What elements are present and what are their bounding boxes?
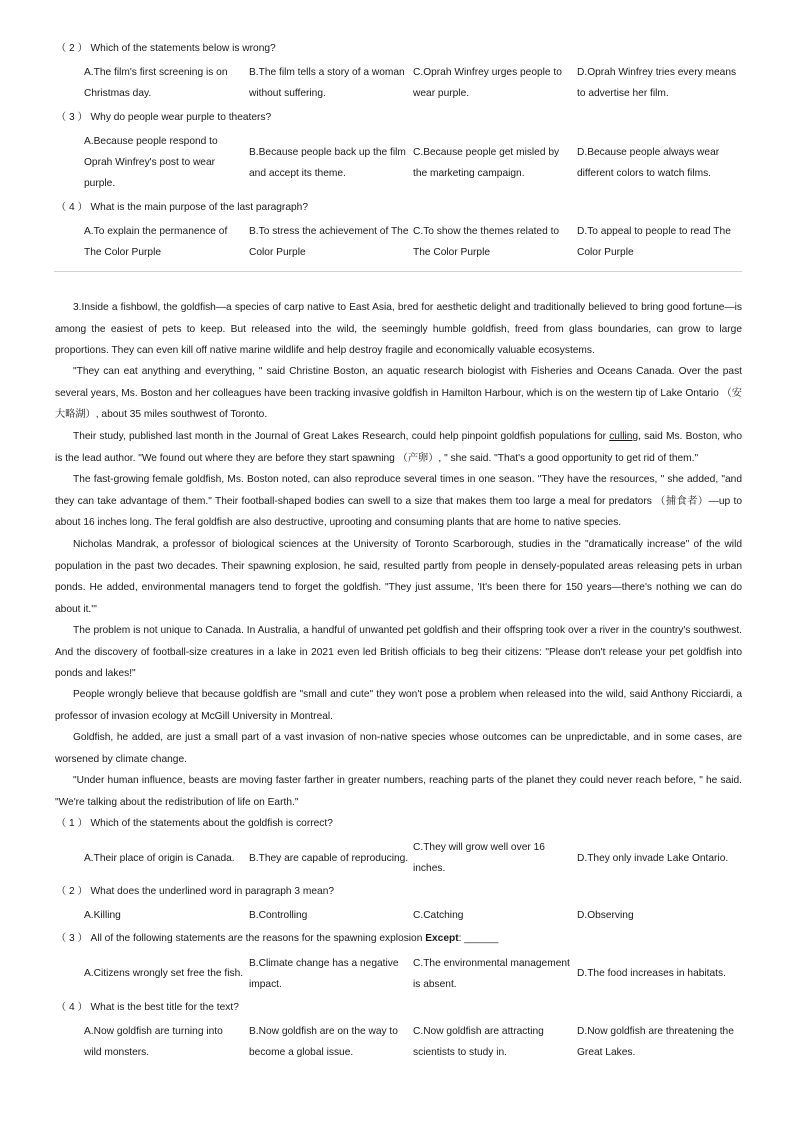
q1-option-a[interactable]: A.Their place of origin is Canada. — [84, 853, 235, 864]
prev-q3-option-c[interactable]: C.Because people get misled by the marketing campaign. — [413, 147, 560, 179]
q4-option-d[interactable]: D.Now goldfish are threatening the Great Lakes. — [577, 1026, 734, 1058]
prev-q2-option-a[interactable]: A.The film's first screening is on Christmas day. — [84, 67, 228, 99]
prev-q4-option-a[interactable]: A.To explain the permanence of The Color Purple — [84, 226, 228, 258]
q3-stem-tail: : ______ — [458, 933, 499, 944]
q3-option-c[interactable]: C.The environmental management is absent. — [413, 958, 570, 990]
q2-option-a[interactable]: A.Killing — [84, 910, 121, 921]
passage-paragraph-2: "They can eat anything and everything, " said Christine Boston, an aquatic research biologist with Fisheries and Oceans Canada. Over the past several years, Ms. Boston and her colleagues have been tracking invasive goldfish in Hamilton Harbour, which is on the western tip of Lake Ontario （安大略湖）, about 35 miles southwest of Toronto. — [55, 366, 742, 420]
q4-option-c[interactable]: C.Now goldfish are attracting scientists to study in. — [413, 1026, 544, 1058]
question-3 — [56, 932, 498, 946]
q3-option-a[interactable]: A.Citizens wrongly set free the fish. — [84, 968, 244, 979]
passage-paragraph-4: The fast-growing female goldfish, Ms. Boston noted, can also reproduce several times in one season. "They have the resources, " she added, "and they can take advantage of them." Their football-shaped bodies can swell to a size that makes them too large a meal for predators （捕食者）—up to about 16 inches long. The feral goldfish are also destructive, uprooting and consuming plants that are home to native species. — [55, 474, 742, 528]
prev-q3-option-a[interactable]: A.Because people respond to Oprah Winfrey's post to wear purple. — [84, 136, 218, 189]
q3-option-d[interactable]: D.The food increases in habitats. — [577, 968, 726, 979]
prev-question-4: （ 4 ） What is the main purpose of the last paragraph? — [56, 202, 308, 213]
q3-stem-text: （ 3 ） All of the following statements are the reasons for the spawning explosion — [56, 933, 426, 944]
passage-paragraph-7: People wrongly believe that because goldfish are "small and cute" they won't pose a problem when released into the wild, said Anthony Ricciardi, a professor of invasion ecology at McGill University in Montreal. — [55, 689, 742, 722]
p3-text-a: Their study, published last month in the Journal of Great Lakes Research, could help pinpoint goldfish populations for — [73, 431, 610, 442]
prev-q2-option-b[interactable]: B.The film tells a story of a woman without suffering. — [249, 67, 405, 99]
passage-paragraph-5: Nicholas Mandrak, a professor of biological sciences at the University of Toronto Scarborough, studies in the "dramatically increase" of the wild population in the past two decades. Their spawning explosion, he said, resulted partly from people in densely-populated areas releasing pets in urban ponds. He added, environmental managers tend to forget the goldfish. "They just assume, 'It's been there for 150 years—there's nothing we can do about it.'" — [55, 539, 742, 615]
section-divider — [54, 271, 742, 272]
q1-option-d[interactable]: D.They only invade Lake Ontario. — [577, 853, 729, 864]
p3-text-b: , said Ms. Boston, who is the lead author. "We found out where they are before they start spawning （产卵）, " she said. "That's a good opportunity to get rid of them." — [55, 431, 742, 464]
prev-q2-option-d[interactable]: D.Oprah Winfrey tries every means to advertise her film. — [577, 67, 737, 99]
question-2: （ 2 ） What does the underlined word in paragraph 3 mean? — [56, 886, 335, 897]
q2-option-c[interactable]: C.Catching — [413, 910, 464, 921]
q2-option-d[interactable]: D.Observing — [577, 910, 634, 921]
passage-paragraph-8: Goldfish, he added, are just a small part of a vast invasion of non-native species whose outcomes can be unpredictable, and in some cases, are worsened by climate change. — [55, 732, 742, 765]
q4-option-a[interactable]: A.Now goldfish are turning into wild monsters. — [84, 1026, 223, 1058]
q1-option-c[interactable]: C.They will grow well over 16 inches. — [413, 842, 545, 874]
q4-option-b[interactable]: B.Now goldfish are on the way to become a global issue. — [249, 1026, 398, 1058]
prev-q4-option-d[interactable]: D.To appeal to people to read The Color Purple — [577, 226, 731, 258]
prev-q3-option-b[interactable]: B.Because people back up the film and accept its theme. — [249, 147, 406, 179]
prev-q3-option-d[interactable]: D.Because people always wear different colors to watch films. — [577, 147, 720, 179]
q2-option-b[interactable]: B.Controlling — [249, 910, 308, 921]
q3-stem-except: Except — [425, 933, 459, 944]
underlined-word-culling: culling — [609, 431, 639, 442]
passage-paragraph-6: The problem is not unique to Canada. In Australia, a handful of unwanted pet goldfish and their offspring took over a river in the country's southwest. And the discovery of football-size creatures in a lake in 2021 even led British officials to beg their citizens: "Please don't release your pet goldfish into ponds and lakes!" — [55, 625, 742, 679]
passage-paragraph-3 — [55, 426, 742, 469]
passage-paragraph-9: "Under human influence, beasts are moving faster farther in greater numbers, reaching parts of the planet they could never reach before, " he said. "We're talking about the redistribution of life on Earth." — [55, 775, 742, 808]
question-1: （ 1 ） Which of the statements about the goldfish is correct? — [56, 818, 333, 829]
prev-q4-option-c[interactable]: C.To show the themes related to The Color Purple — [413, 226, 560, 258]
q1-option-b[interactable]: B.They are capable of reproducing. — [249, 853, 409, 864]
passage-paragraph-1: 3.Inside a fishbowl, the goldfish—a species of carp native to East Asia, bred for aesthetic delight and traditionally believed to bring good fortune—is among the easiest of pets to keep. But released into the wild, the seemingly humble goldfish, freed from glass boundaries, can grow to large proportions. They can even kill off native marine wildlife and help destroy fragile and economically valuable ecosystems. — [55, 302, 742, 356]
prev-question-3: （ 3 ） Why do people wear purple to theaters? — [56, 112, 272, 123]
question-4: （ 4 ） What is the best title for the text? — [56, 1002, 239, 1013]
q3-option-b[interactable]: B.Climate change has a negative impact. — [249, 958, 399, 990]
prev-q2-option-c[interactable]: C.Oprah Winfrey urges people to wear purple. — [413, 67, 562, 99]
prev-question-2: （ 2 ） Which of the statements below is wrong? — [56, 43, 276, 54]
prev-q4-option-b[interactable]: B.To stress the achievement of The Color Purple — [249, 226, 409, 258]
